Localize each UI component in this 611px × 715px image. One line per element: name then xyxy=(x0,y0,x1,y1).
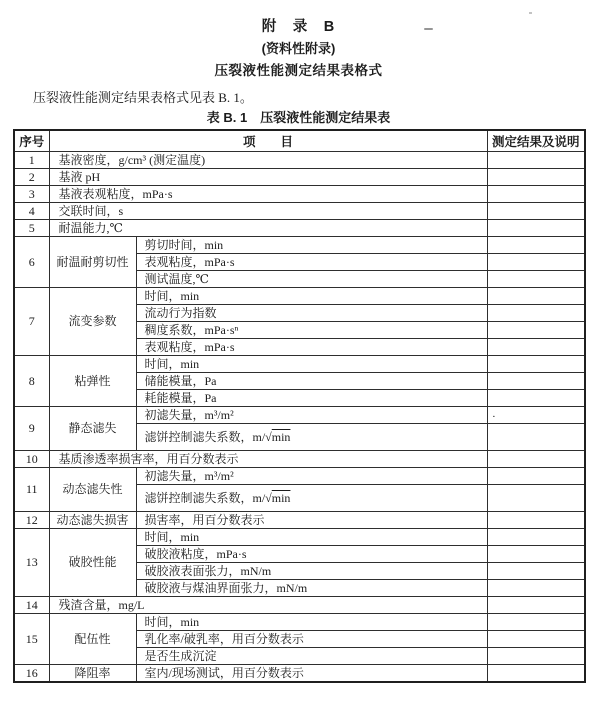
sub-item-cell: 流动行为指数 xyxy=(136,305,487,322)
scan-artifact-dash xyxy=(424,28,433,30)
result-cell xyxy=(487,451,585,468)
item-cell: 基液表观粘度，mPa·s xyxy=(49,186,487,203)
result-cell xyxy=(487,322,585,339)
sub-item-cell: 储能模量，Pa xyxy=(136,373,487,390)
row-no-cell: 9 xyxy=(14,407,49,451)
result-cell xyxy=(487,288,585,305)
result-cell xyxy=(487,237,585,254)
row-no-cell: 2 xyxy=(14,169,49,186)
item-cell: 耐温能力,℃ xyxy=(49,220,487,237)
result-cell xyxy=(487,254,585,271)
category-cell: 动态滤失性 xyxy=(49,468,136,512)
result-cell xyxy=(487,373,585,390)
row-no-cell: 10 xyxy=(14,451,49,468)
row-no-cell: 14 xyxy=(14,597,49,614)
table-row xyxy=(14,407,585,424)
intro-paragraph: 压裂液性能测定结果表格式见表 B. 1。 xyxy=(33,90,253,105)
row-no-cell: 5 xyxy=(14,220,49,237)
sub-item-cell: 时间，min xyxy=(136,614,487,631)
result-cell xyxy=(487,339,585,356)
table-caption: 表 B. 1 压裂液性能测定结果表 xyxy=(206,110,391,125)
table-row xyxy=(14,665,585,683)
sub-item-cell: 是否生成沉淀 xyxy=(136,648,487,665)
table-row xyxy=(14,220,585,237)
result-cell xyxy=(487,220,585,237)
result-cell xyxy=(487,271,585,288)
result-cell xyxy=(487,186,585,203)
appendix-title: 压裂液性能测定结果表格式 xyxy=(214,63,383,78)
table-row xyxy=(14,237,585,254)
scan-artifact-speck xyxy=(529,12,532,14)
row-no-cell: 16 xyxy=(14,665,49,683)
results-table xyxy=(13,129,586,683)
sub-item-cell: 剪切时间，min xyxy=(136,237,487,254)
row-no-cell: 15 xyxy=(14,614,49,665)
result-cell xyxy=(487,648,585,665)
sub-item-cell: 滤饼控制滤失系数，m/√min xyxy=(136,424,487,451)
table-row xyxy=(14,597,585,614)
sub-item-cell: 时间，min xyxy=(136,356,487,373)
item-cell: 基液密度，g/cm³ (测定温度) xyxy=(49,152,487,169)
table-row xyxy=(14,203,585,220)
result-cell xyxy=(487,169,585,186)
col-header-item: 项 目 xyxy=(49,130,487,152)
item-cell: 残渣含量，mg/L xyxy=(49,597,487,614)
appendix-type-label: (资料性附录) xyxy=(261,41,336,56)
table-row xyxy=(14,614,585,631)
result-cell xyxy=(487,580,585,597)
sub-item-cell: 乳化率/破乳率，用百分数表示 xyxy=(136,631,487,648)
result-cell xyxy=(487,546,585,563)
category-cell: 配伍性 xyxy=(49,614,136,665)
appendix-label: 附 录 B xyxy=(261,19,336,35)
table-row xyxy=(14,169,585,186)
result-cell xyxy=(487,390,585,407)
sub-item-cell: 室内/现场测试，用百分数表示 xyxy=(136,665,487,683)
table-row xyxy=(14,512,585,529)
sub-item-cell: 破胶液表面张力，mN/m xyxy=(136,563,487,580)
sub-item-cell: 滤饼控制滤失系数，m/√min xyxy=(136,485,487,512)
result-cell xyxy=(487,512,585,529)
result-cell-artifact-dot: . xyxy=(487,407,585,424)
result-cell xyxy=(487,424,585,451)
row-no-cell: 4 xyxy=(14,203,49,220)
row-no-cell: 11 xyxy=(14,468,49,512)
row-no-cell: 1 xyxy=(14,152,49,169)
row-no-cell: 8 xyxy=(14,356,49,407)
table-header-row xyxy=(14,130,585,152)
result-cell xyxy=(487,563,585,580)
sub-item-cell: 时间，min xyxy=(136,288,487,305)
result-cell xyxy=(487,665,585,683)
category-cell: 破胶性能 xyxy=(49,529,136,597)
result-cell xyxy=(487,597,585,614)
table-row xyxy=(14,152,585,169)
sub-item-cell: 表观粘度，mPa·s xyxy=(136,254,487,271)
table-row xyxy=(14,529,585,546)
category-cell: 静态滤失 xyxy=(49,407,136,451)
table-row xyxy=(14,288,585,305)
sub-item-cell: 损害率，用百分数表示 xyxy=(136,512,487,529)
category-cell: 耐温耐剪切性 xyxy=(49,237,136,288)
item-cell: 基液 pH xyxy=(49,169,487,186)
result-cell xyxy=(487,631,585,648)
result-cell xyxy=(487,485,585,512)
sub-item-cell: 测试温度,℃ xyxy=(136,271,487,288)
sub-item-cell: 破胶液粘度，mPa·s xyxy=(136,546,487,563)
sub-item-cell: 耗能模量，Pa xyxy=(136,390,487,407)
item-cell: 交联时间，s xyxy=(49,203,487,220)
sub-item-cell: 初滤失量，m³/m² xyxy=(136,407,487,424)
category-cell: 动态滤失损害 xyxy=(49,512,136,529)
category-cell: 流变参数 xyxy=(49,288,136,356)
result-cell xyxy=(487,305,585,322)
item-cell: 基质渗透率损害率，用百分数表示 xyxy=(49,451,487,468)
row-no-cell: 7 xyxy=(14,288,49,356)
sub-item-cell: 初滤失量，m³/m² xyxy=(136,468,487,485)
col-header-no: 序号 xyxy=(14,130,49,152)
result-cell xyxy=(487,614,585,631)
sub-item-cell: 破胶液与煤油界面张力，mN/m xyxy=(136,580,487,597)
result-cell xyxy=(487,152,585,169)
result-cell xyxy=(487,529,585,546)
result-cell xyxy=(487,356,585,373)
sub-item-cell: 时间，min xyxy=(136,529,487,546)
table-row xyxy=(14,356,585,373)
table-row xyxy=(14,451,585,468)
row-no-cell: 6 xyxy=(14,237,49,288)
col-header-result: 测定结果及说明 xyxy=(487,130,585,152)
row-no-cell: 12 xyxy=(14,512,49,529)
sub-item-cell: 表观粘度，mPa·s xyxy=(136,339,487,356)
result-cell xyxy=(487,468,585,485)
sub-item-cell: 稠度系数，mPa·sⁿ xyxy=(136,322,487,339)
category-cell: 降阻率 xyxy=(49,665,136,683)
row-no-cell: 13 xyxy=(14,529,49,597)
category-cell: 粘弹性 xyxy=(49,356,136,407)
result-cell xyxy=(487,203,585,220)
row-no-cell: 3 xyxy=(14,186,49,203)
table-row xyxy=(14,468,585,485)
table-row xyxy=(14,186,585,203)
